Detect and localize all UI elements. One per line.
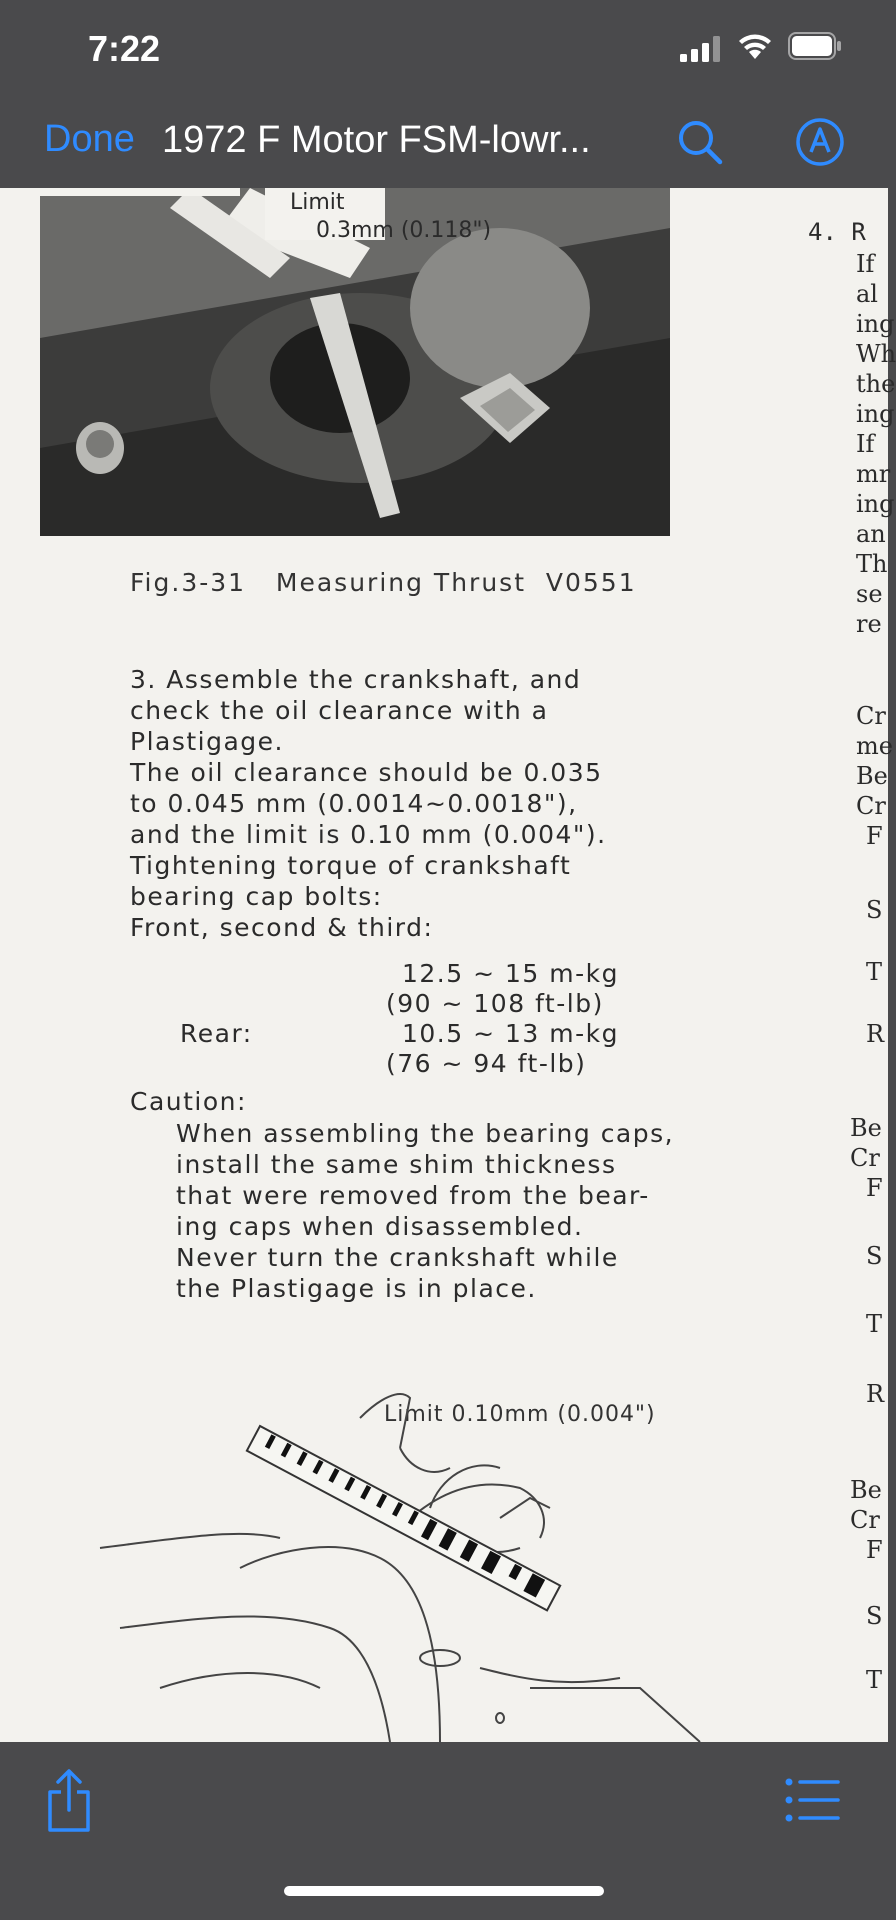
right-column-line: S (866, 1602, 883, 1630)
right-column-line: Be (850, 1476, 882, 1504)
caution-line: install the same shim thickness (176, 1150, 617, 1179)
fig-bottom-limit-label: Limit 0.10mm (0.004") (384, 1402, 656, 1427)
right-column-line: Wh (856, 340, 896, 368)
right-column-line: Cr (856, 792, 886, 820)
right-column-line: R (866, 1020, 885, 1048)
status-time: 7:22 (88, 28, 161, 69)
caution-line: that were removed from the bear- (176, 1181, 650, 1210)
rear-label: Rear: (180, 1019, 253, 1048)
right-column-line: al (856, 280, 878, 308)
right-column-line: Be (850, 1114, 882, 1142)
right-column-line: If (856, 430, 875, 458)
right-column-line: ing (856, 490, 895, 518)
right-column-line: an (856, 520, 886, 548)
right-column-line: T (866, 1666, 883, 1694)
front-torque-metric: 12.5 ~ 15 m-kg (402, 959, 619, 988)
rear-torque-metric: 10.5 ~ 13 m-kg (402, 1019, 619, 1048)
right-column-line: Be (856, 762, 888, 790)
rear-torque-imperial: (76 ~ 94 ft-lb) (386, 1049, 587, 1078)
done-button[interactable]: Done (44, 118, 135, 160)
battery-icon (788, 32, 842, 60)
right-column-line: Cr (850, 1506, 880, 1534)
right-column-line: F (866, 822, 883, 850)
right-column-line: Th (856, 550, 888, 578)
cellular-signal-icon (680, 36, 724, 62)
right-column-line: If (856, 250, 875, 278)
fig-top-limit-label: Limit (290, 190, 345, 215)
caution-line: Never turn the crankshaft while (176, 1243, 619, 1272)
wifi-icon (738, 32, 772, 60)
right-column-line: S (866, 1242, 883, 1270)
caution-line: When assembling the bearing caps, (176, 1119, 675, 1148)
right-column-line: T (866, 1310, 883, 1338)
search-icon[interactable] (674, 116, 726, 168)
document-page[interactable] (0, 188, 896, 1742)
front-torque-imperial: (90 ~ 108 ft-lb) (386, 989, 604, 1018)
right-column-line: R (866, 1380, 885, 1408)
document-title: 1972 F Motor FSM-lowr... (162, 119, 591, 161)
fig-top-limit-value: 0.3mm (0.118") (316, 218, 492, 243)
right-column-line: F (866, 1536, 883, 1564)
right-column-line: mr (856, 460, 891, 488)
right-column-line: Cr (850, 1144, 880, 1172)
caution-line: the Plastigage is in place. (176, 1274, 537, 1303)
list-icon[interactable] (784, 1776, 840, 1824)
caution-title: Caution: (130, 1087, 247, 1116)
step3-line: to 0.045 mm (0.0014~0.0018"), (130, 789, 578, 818)
right-column-line: T (866, 958, 883, 986)
right-column-line: S (866, 896, 883, 924)
navigation-bar (0, 100, 888, 188)
right-column-line: F (866, 1174, 883, 1202)
right-column-line: the (856, 370, 896, 398)
step3-line: and the limit is 0.10 mm (0.004"). (130, 820, 607, 849)
step3-line: Plastigage. (130, 727, 284, 756)
figure-caption: Fig.3-31 Measuring Thrust V0551 (130, 568, 637, 597)
step3-line: 3. Assemble the crankshaft, and (130, 665, 582, 694)
step3-line: check the oil clearance with a (130, 696, 549, 725)
plastigage-measurement-drawing (100, 1388, 720, 1742)
step3-line: Tightening torque of crankshaft (130, 851, 572, 880)
right-column-line: ing (856, 310, 895, 338)
home-indicator[interactable] (284, 1886, 604, 1896)
right-column-line: Cr (856, 702, 886, 730)
status-bar (0, 0, 888, 100)
right-column-line: re (856, 610, 882, 638)
markup-icon[interactable] (794, 116, 846, 168)
right-column-line: 4. R (808, 218, 866, 246)
right-column-line: ing (856, 400, 895, 428)
step3-line: The oil clearance should be 0.035 (130, 758, 603, 787)
step3-line: bearing cap bolts: (130, 882, 383, 911)
step3-line: Front, second & third: (130, 913, 434, 942)
caution-line: ing caps when disassembled. (176, 1212, 584, 1241)
right-column-line: se (856, 580, 883, 608)
right-column-line: me (856, 732, 893, 760)
share-icon[interactable] (44, 1768, 94, 1834)
